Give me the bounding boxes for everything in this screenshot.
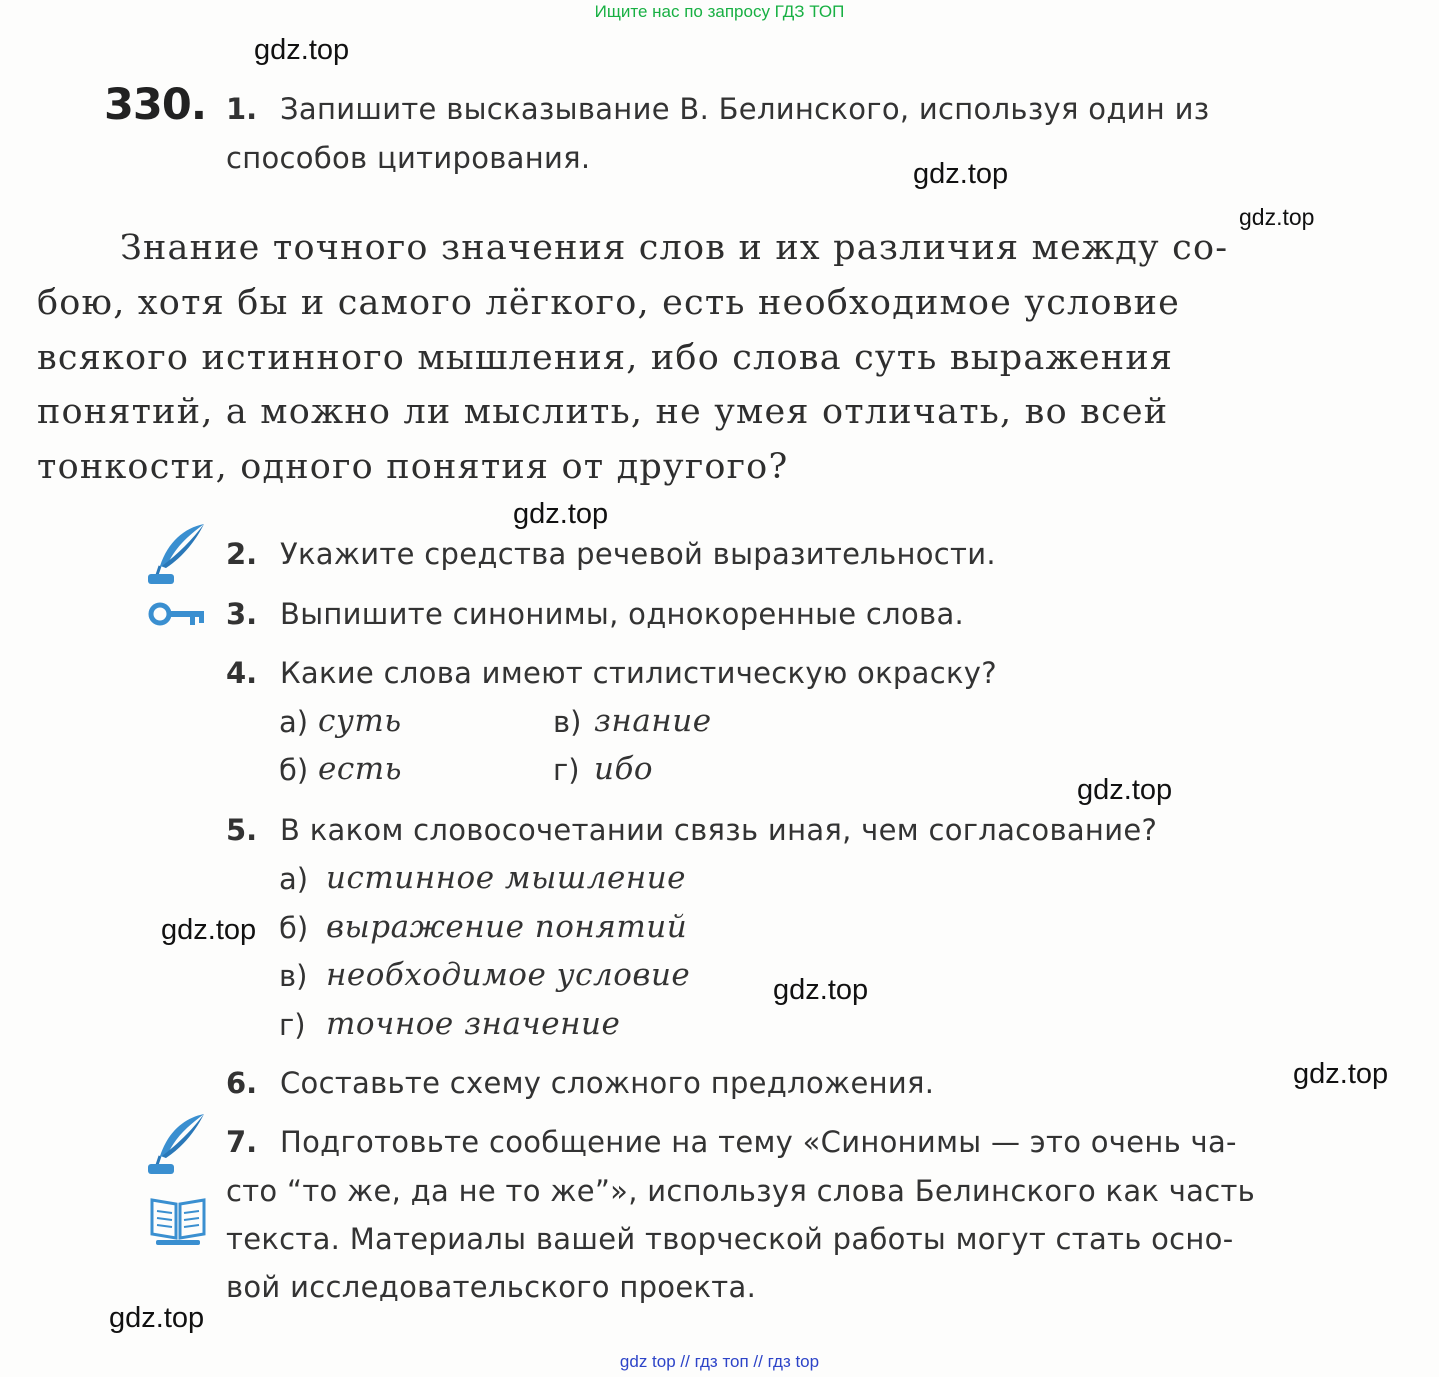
- watermark: gdz.top: [773, 974, 869, 1006]
- quill-pen-icon: [144, 1112, 208, 1176]
- quote-line: тонкости, одного понятия от другого?: [37, 447, 789, 487]
- quote-line: понятий, а можно ли мыслить, не умея отличать, во всей: [37, 392, 1169, 432]
- task-line: Подготовьте сообщение на тему «Синонимы — это очень ча-: [280, 1125, 1237, 1159]
- key-icon: [148, 598, 208, 630]
- task-line: Какие слова имеют стилистическую окраску?: [280, 656, 997, 690]
- watermark: gdz.top: [1239, 204, 1315, 230]
- watermark: gdz.top: [254, 34, 350, 66]
- option-label: г): [279, 1008, 306, 1042]
- item-number: 1.: [226, 92, 258, 126]
- task-line: вой исследовательского проекта.: [226, 1270, 757, 1304]
- task-line: Запишите высказывание В. Белинского, используя один из: [280, 92, 1210, 126]
- quote-line: всякого истинного мышления, ибо слова суть выражения: [37, 338, 1174, 378]
- option-word: точное значение: [326, 1006, 621, 1042]
- option-label: а): [279, 862, 309, 896]
- option-label: г): [553, 753, 580, 787]
- quote-line: Знание точного значения слов и их различия между со-: [120, 228, 1229, 268]
- item-number: 3.: [226, 597, 258, 631]
- option-word: необходимое условие: [326, 957, 691, 993]
- item-number: 2.: [226, 537, 258, 571]
- watermark: gdz.top: [1077, 774, 1173, 806]
- item-number: 7.: [226, 1125, 258, 1159]
- task-line: сто “то же, да не то же”», используя слова Белинского как часть: [226, 1174, 1256, 1208]
- quill-pen-icon: [144, 522, 208, 586]
- option-word: истинное мышление: [326, 860, 687, 896]
- task-line: Выпишите синонимы, однокоренные слова.: [280, 597, 965, 631]
- watermark: gdz.top: [913, 158, 1009, 190]
- option-label: в): [279, 959, 308, 993]
- option-word: знание: [594, 703, 712, 739]
- task-line: В каком словосочетании связь иная, чем согласование?: [280, 813, 1158, 847]
- bottom-banner: gdz top // гдз топ // гдз top: [619, 1352, 820, 1371]
- option-label: в): [553, 705, 582, 739]
- watermark: gdz.top: [161, 914, 257, 946]
- task-line: способов цитирования.: [226, 141, 591, 175]
- watermark: gdz.top: [109, 1302, 205, 1334]
- task-line: текста. Материалы вашей творческой работы могут стать осно-: [226, 1222, 1234, 1256]
- item-number: 4.: [226, 656, 258, 690]
- task-line: Составьте схему сложного предложения.: [280, 1066, 935, 1100]
- option-word: ибо: [594, 751, 654, 787]
- option-word: есть: [318, 751, 402, 787]
- option-word: выражение понятий: [326, 909, 688, 945]
- item-number: 5.: [226, 813, 258, 847]
- top-banner: Ищите нас по запросу ГДЗ ТОП: [594, 2, 845, 21]
- watermark: gdz.top: [513, 498, 609, 530]
- watermark: gdz.top: [1293, 1058, 1389, 1090]
- open-book-icon: [148, 1194, 208, 1246]
- task-line: Укажите средства речевой выразительности.: [280, 537, 996, 571]
- option-word: суть: [318, 703, 402, 739]
- option-label: б): [279, 753, 309, 787]
- option-label: б): [279, 911, 309, 945]
- item-number: 6.: [226, 1066, 258, 1100]
- exercise-number: 330.: [104, 80, 207, 130]
- option-label: а): [279, 705, 309, 739]
- quote-line: бою, хотя бы и самого лёгкого, есть необходимое условие: [37, 283, 1181, 323]
